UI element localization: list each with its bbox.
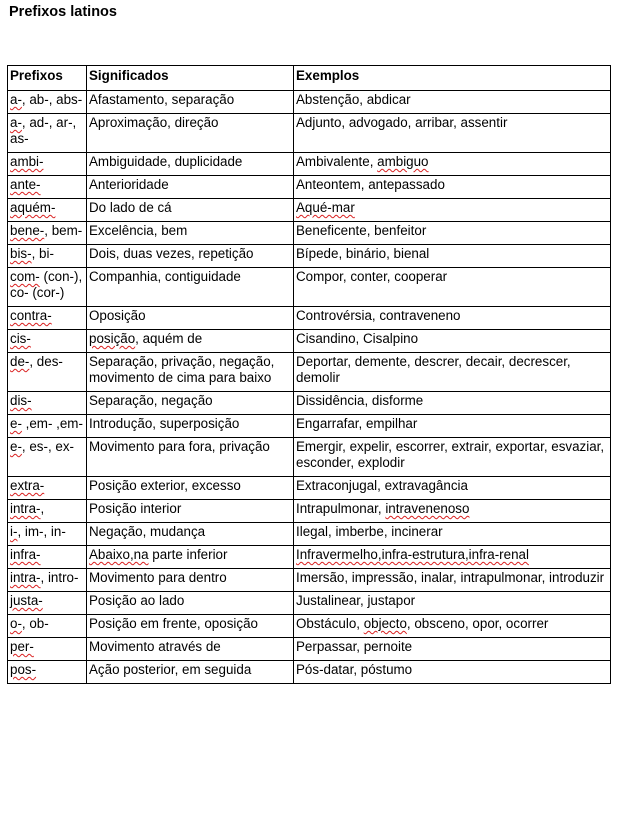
table-row	[8, 592, 611, 615]
prefix-cell	[8, 392, 87, 415]
examples-cell: Dissidência, disforme	[294, 392, 611, 415]
table-row	[8, 438, 611, 477]
meaning-cell: posição, aquém de	[87, 330, 294, 353]
prefix-cell	[8, 546, 87, 569]
spellcheck-mark: e-	[10, 416, 22, 431]
examples-cell: Engarrafar, empilhar	[294, 415, 611, 438]
prefix-cell	[8, 307, 87, 330]
table-row	[8, 91, 611, 114]
meaning-cell: Negação, mudança	[87, 523, 294, 546]
examples-cell: Perpassar, pernoite	[294, 638, 611, 661]
meaning-cell: Movimento para dentro	[87, 569, 294, 592]
column-header-prefixos: Prefixos	[8, 66, 87, 91]
examples-cell: Adjunto, advogado, arribar, assentir	[294, 114, 611, 153]
spellcheck-mark: de-	[10, 354, 30, 369]
spellcheck-mark: Abaixo,na	[89, 547, 149, 562]
prefix-cell	[8, 477, 87, 500]
table-row	[8, 245, 611, 268]
table-row	[8, 222, 611, 245]
meaning-cell: Oposição	[87, 307, 294, 330]
table-row	[8, 661, 611, 684]
spellcheck-mark: posição	[89, 331, 136, 346]
table-row	[8, 500, 611, 523]
prefix-cell: de-, des-	[8, 353, 87, 392]
prefix-cell: a-, ab-, abs-	[8, 91, 87, 114]
spellcheck-mark: intra-	[10, 501, 41, 516]
prefix-cell: com- (con-), co- (cor-)	[8, 268, 87, 307]
meaning-cell: Abaixo,na parte inferior	[87, 546, 294, 569]
spellcheck-mark: justa-	[10, 593, 43, 608]
spellcheck-mark: o-	[10, 616, 22, 631]
prefix-cell: o-, ob-	[8, 615, 87, 638]
spellcheck-mark: intra-	[10, 570, 41, 585]
spellcheck-mark: ambiguo	[377, 154, 429, 169]
examples-cell: Deportar, demente, descrer, decair, decrescer, demolir	[294, 353, 611, 392]
table-row	[8, 638, 611, 661]
spellcheck-mark: Infravermelho,infra-estrutura,infra-renal	[296, 547, 529, 562]
spellcheck-mark: Aqué-mar	[296, 200, 355, 215]
examples-cell	[294, 199, 611, 222]
examples-cell	[294, 546, 611, 569]
spellcheck-mark: bene-	[10, 223, 45, 238]
prefix-cell	[8, 199, 87, 222]
meaning-cell: Introdução, superposição	[87, 415, 294, 438]
table-header-row	[8, 66, 611, 91]
prefix-cell: a-, ad-, ar-, as-	[8, 114, 87, 153]
examples-cell: Bípede, binário, bienal	[294, 245, 611, 268]
meaning-cell: Movimento através de	[87, 638, 294, 661]
examples-cell: Anteontem, antepassado	[294, 176, 611, 199]
prefix-cell	[8, 638, 87, 661]
meaning-cell: Ação posterior, em seguida	[87, 661, 294, 684]
spellcheck-mark: cis-	[10, 331, 31, 346]
meaning-cell: Separação, privação, negação, movimento de cima para baixo	[87, 353, 294, 392]
spellcheck-mark: ante-	[10, 177, 41, 192]
meaning-cell: Anterioridade	[87, 176, 294, 199]
prefix-cell: intra-, intro-	[8, 569, 87, 592]
spellcheck-mark: per-	[10, 639, 34, 654]
meaning-cell: Posição exterior, excesso	[87, 477, 294, 500]
table-row	[8, 569, 611, 592]
prefix-cell: bene-, bem-	[8, 222, 87, 245]
spellcheck-mark: ambi-	[10, 154, 44, 169]
prefix-cell: intra-,	[8, 500, 87, 523]
meaning-cell: Dois, duas vezes, repetição	[87, 245, 294, 268]
document-title: Prefixos latinos	[9, 4, 117, 20]
table-row	[8, 546, 611, 569]
spellcheck-mark: i-	[10, 524, 18, 539]
table-row	[8, 523, 611, 546]
spellcheck-mark: dis-	[10, 393, 32, 408]
meaning-cell: Movimento para fora, privação	[87, 438, 294, 477]
examples-cell: Extraconjugal, extravagância	[294, 477, 611, 500]
table-row	[8, 615, 611, 638]
examples-cell: Imersão, impressão, inalar, intrapulmonar, introduzir	[294, 569, 611, 592]
examples-cell: Obstáculo, objecto, obsceno, opor, ocorrer	[294, 615, 611, 638]
examples-cell: Ambivalente, ambiguo	[294, 153, 611, 176]
meaning-cell: Ambiguidade, duplicidade	[87, 153, 294, 176]
spellcheck-mark: contra-	[10, 308, 52, 323]
meaning-cell: Afastamento, separação	[87, 91, 294, 114]
prefix-cell	[8, 661, 87, 684]
prefix-cell	[8, 153, 87, 176]
column-header-exemplos: Exemplos	[294, 66, 611, 91]
examples-cell: Beneficente, benfeitor	[294, 222, 611, 245]
prefix-cell	[8, 330, 87, 353]
examples-cell: Ilegal, imberbe, incinerar	[294, 523, 611, 546]
meaning-cell: Posição em frente, oposição	[87, 615, 294, 638]
spellcheck-mark: com-	[10, 269, 40, 284]
spellcheck-mark: intravenenoso	[385, 501, 470, 516]
examples-cell: Cisandino, Cisalpino	[294, 330, 611, 353]
table-row	[8, 307, 611, 330]
prefix-cell: e- ,em- ,em-	[8, 415, 87, 438]
spellcheck-mark: pos-	[10, 662, 37, 677]
examples-cell: Intrapulmonar, intravenenoso	[294, 500, 611, 523]
meaning-cell: Do lado de cá	[87, 199, 294, 222]
meaning-cell: Posição ao lado	[87, 592, 294, 615]
spellcheck-mark: infra-	[10, 547, 41, 562]
table-row	[8, 353, 611, 392]
meaning-cell: Excelência, bem	[87, 222, 294, 245]
column-header-significados: Significados	[87, 66, 294, 91]
table-row	[8, 268, 611, 307]
table-row	[8, 153, 611, 176]
table-row	[8, 176, 611, 199]
prefix-cell	[8, 592, 87, 615]
table-row	[8, 392, 611, 415]
meaning-cell: Companhia, contiguidade	[87, 268, 294, 307]
table-row	[8, 330, 611, 353]
spellcheck-mark: a-	[10, 92, 22, 107]
examples-cell: Controvérsia, contraveneno	[294, 307, 611, 330]
meaning-cell: Posição interior	[87, 500, 294, 523]
examples-cell: Emergir, expelir, escorrer, extrair, exportar, esvaziar, esconder, explodir	[294, 438, 611, 477]
examples-cell: Justalinear, justapor	[294, 592, 611, 615]
table-row	[8, 114, 611, 153]
examples-cell: Abstenção, abdicar	[294, 91, 611, 114]
spellcheck-mark: objecto	[363, 616, 407, 631]
table-row	[8, 415, 611, 438]
examples-cell: Compor, conter, cooperar	[294, 268, 611, 307]
spellcheck-mark: e-	[10, 439, 22, 454]
meaning-cell: Separação, negação	[87, 392, 294, 415]
prefix-table	[7, 65, 611, 684]
spellcheck-mark: aquém-	[10, 200, 56, 215]
spellcheck-mark: extra-	[10, 478, 45, 493]
spellcheck-mark: a-	[10, 115, 22, 130]
prefix-cell	[8, 176, 87, 199]
spellcheck-mark: bis-	[10, 246, 32, 261]
examples-cell: Pós-datar, póstumo	[294, 661, 611, 684]
table-row	[8, 477, 611, 500]
table-row	[8, 199, 611, 222]
prefix-cell: bis-, bi-	[8, 245, 87, 268]
prefix-cell: e-, es-, ex-	[8, 438, 87, 477]
meaning-cell: Aproximação, direção	[87, 114, 294, 153]
prefix-cell: i-, im-, in-	[8, 523, 87, 546]
